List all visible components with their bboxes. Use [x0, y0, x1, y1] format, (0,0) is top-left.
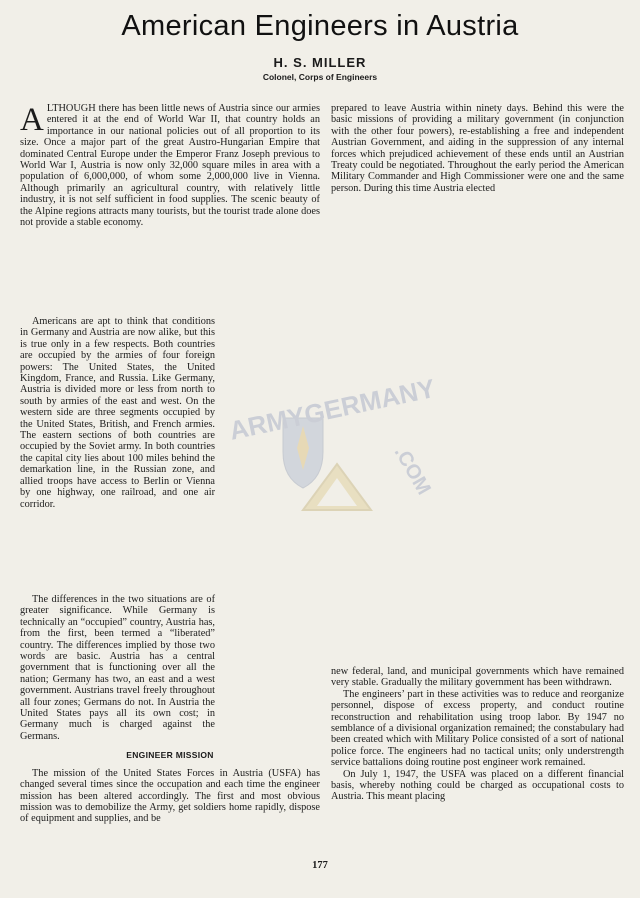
- page-number: 177: [312, 860, 328, 871]
- watermark: [205, 360, 455, 530]
- author-rank: Colonel, Corps of Engineers: [262, 72, 378, 82]
- section-heading: ENGINEER MISSION: [126, 750, 214, 761]
- drop-cap: A: [20, 102, 44, 138]
- paragraph-2: Americans are apt to think that conditions in Germany and Austria are now alike, but this is true only in a few respects. Both countries are occupied by the armies of four foreign powers: The United States, the United Kingdom, France, and Russia. Like Germany, Austria is divided more or less from north to south by armies of the east and west. On the western side are three segments occupied by the United States, British, and French armies. The eastern sections of both countries are occupied by the Soviet army. In both countries the capital city lies about 100 miles behind the demarkation line, in the Russian zone, and allied troops have access to Berlin or Vienna by one highway, one railroad, and one air corridor.: [20, 316, 215, 510]
- intro-column: [20, 103, 320, 228]
- watermark-text-right: .COM: [389, 442, 435, 499]
- bottom-right-column: [331, 666, 624, 803]
- article-title: American Engineers in Austria: [121, 10, 519, 42]
- intro-text: LTHOUGH there has been little news of Austria since our armies entered it at the end of World War II, that country holds an importance in our national policies out of all proportion to its size. Once a major part of the great Austro-Hungarian Empire that dominated Central Europe under the Emperor Franz Joseph previous to World War I, Austria is now only 32,000 square miles in area with a population of 6,000,000, of whom some 2,000,000 live in Vienna. Although primarily an agricultural country, with relatively little industry, it is not self sufficient in food supplies. The scenic beauty of the Alpine regions attracts many tourists, but the tourist trade alone does not provide a stable economy.: [20, 103, 320, 229]
- author-name: H. S. MILLER: [273, 55, 367, 70]
- paragraph-3: The differences in the two situations are of greater significance. While Germany is technically an “occupied” country, Austria has, from the first, been termed a “liberated” country. The differences implied by those two words are basic. Austria has a central government that is functioning over all the nation; Germany has two, an east and a west government. Austrians travel freely throughout all four zones; Germans do not. In Austria the United States pays all its own cost; in Germany much is charged against the Germans.: [20, 594, 215, 742]
- bottom-left-column: [20, 594, 320, 825]
- watermark-text-left: ARMYGERMANY: [226, 372, 438, 446]
- right-bottom-paragraph-3: On July 1, 1947, the USFA was placed on a different financial basis, whereby nothing could be charged as occupational costs to Austria. This meant placing: [331, 768, 624, 803]
- right-bottom-paragraph-2: The engineers’ part in these activities was to reduce and reorganize personnel, dispose of excess property, and conduct routine reconstruction and rehabilitation using troop labor. By 1947 no semblance of a divisional organization remained; the constabulary had been created which with Military Police consisted of a sort of national police force. The engineers had no tactical units; only understrength service battalions doing routine post engineer work remained.: [331, 688, 624, 769]
- right-top-paragraph: prepared to leave Austria within ninety days. Behind this were the basic missions of providing a military government (in conjunction with the other four powers), re-establishing a free and independent Austrian Government, and aiding in the suppression of any internal forces which prejudiced achievement of these ends until an Austrian Treaty could be negotiated. Throughout the early period the American Military Commander and High Commissioner were one and the same person. During this time Austria elected: [331, 103, 624, 194]
- narrow-column: [20, 316, 215, 510]
- right-top-column: [331, 103, 624, 194]
- paragraph-4: The mission of the United States Forces in Austria (USFA) has changed several times since the occupation and each time the engineer mission has been altered accordingly. The first and most obvious mission was to demobilize the Army, get soldiers home rapidly, dispose of equipment and supplies, and be: [20, 767, 320, 825]
- intro-paragraph: [20, 103, 320, 228]
- right-bottom-paragraph-1: new federal, land, and municipal governments which have remained very stable. Gradually the military government has been withdrawn.: [331, 666, 624, 689]
